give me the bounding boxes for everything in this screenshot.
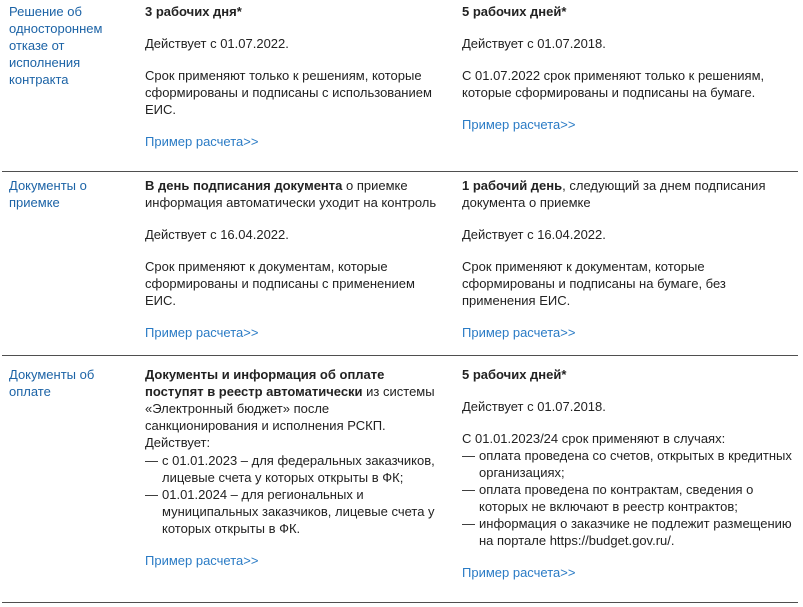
table-row: [2, 0, 798, 172]
example-link[interactable]: Пример расчета>>: [462, 565, 576, 580]
old-term-cell: [462, 366, 792, 581]
effective-date: Действует с 01.07.2018.: [462, 36, 606, 51]
example-link[interactable]: Пример расчета>>: [462, 117, 576, 132]
list-item: — оплата проведена со счетов, открытых в кредитных организациях;: [462, 448, 792, 480]
term-value: 3 рабочих дня*: [145, 4, 242, 19]
term-intro: С 01.01.2023/24 срок применяют в случаях:: [462, 431, 726, 446]
old-term-cell: [462, 3, 792, 133]
term-description: из системы «Электронный бюджет» после санкционирования и исполнения РСКП. Действует:: [145, 384, 435, 450]
row-label: Документы об оплате: [9, 367, 95, 399]
effective-date: Действует с 16.04.2022.: [145, 227, 289, 242]
row-label: Решение об одностороннем отказе от исполнения контракта: [9, 4, 103, 87]
list-item: — 01.01.2024 – для региональных и муниципальных заказчиков, лицевые счета у которых открыты в ФК.: [145, 487, 435, 536]
dash-marker: —: [462, 482, 475, 497]
term-value: 1 рабочий день: [462, 178, 563, 193]
dash-marker: —: [462, 448, 475, 463]
term-list: [462, 447, 792, 549]
list-item: — оплата проведена по контрактам, сведения о которых не включают в реестр контрактов;: [462, 482, 754, 514]
term-list: [145, 452, 445, 537]
table-row: [2, 172, 798, 356]
current-term-cell: [145, 366, 445, 569]
row-label: Документы о приемке: [9, 178, 87, 210]
dash-marker: —: [145, 453, 158, 468]
example-link[interactable]: Пример расчета>>: [462, 325, 576, 340]
example-link[interactable]: Пример расчета>>: [145, 553, 259, 568]
list-item: — с 01.01.2023 – для федеральных заказчиков, лицевые счета у которых открыты в ФК;: [145, 453, 435, 485]
effective-date: Действует с 01.07.2022.: [145, 36, 289, 51]
term-value: Документы и информация об оплате поступят в реестр автоматически: [145, 367, 385, 399]
term-value: В день подписания документа: [145, 178, 343, 193]
old-term-cell: [462, 177, 792, 341]
term-description: , следующий за днем подписания документа о приемке: [462, 178, 766, 210]
term-description: о приемке информация автоматически уходит на контроль: [145, 178, 437, 210]
list-item: — информация о заказчике не подлежит размещению на портале https://budget.gov.ru/.: [462, 516, 792, 548]
term-value: 5 рабочих дней*: [462, 4, 567, 19]
table-row: [2, 356, 798, 603]
effective-date: Действует с 16.04.2022.: [462, 227, 606, 242]
dash-marker: —: [145, 487, 158, 502]
term-note: Срок применяют к документам, которые сформированы и подписаны с применением ЕИС.: [145, 259, 415, 308]
term-note: Срок применяют только к решениям, которые сформированы и подписаны с использованием ЕИС.: [145, 68, 432, 117]
term-note: Срок применяют к документам, которые сформированы и подписаны на бумаге, без применения ЕИС.: [462, 259, 726, 308]
example-link[interactable]: Пример расчета>>: [145, 325, 259, 340]
current-term-cell: [145, 3, 445, 150]
term-note: С 01.07.2022 срок применяют только к решениям, которые сформированы и подписаны на бумаге.: [462, 68, 765, 100]
current-term-cell: [145, 177, 445, 341]
term-value: 5 рабочих дней*: [462, 367, 567, 382]
dash-marker: —: [462, 516, 475, 531]
example-link[interactable]: Пример расчета>>: [145, 134, 259, 149]
effective-date: Действует с 01.07.2018.: [462, 399, 606, 414]
